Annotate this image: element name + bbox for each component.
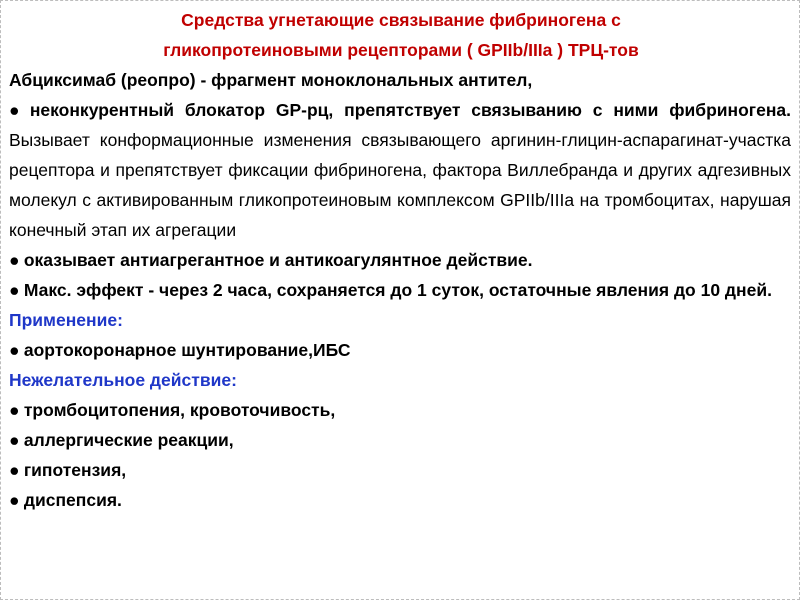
drug-effect: ● оказывает антиагрегантное и антикоагулянтное действие. (9, 245, 791, 275)
application-heading: Применение: (9, 310, 123, 330)
side-effect-item: ● аллергические реакции, (9, 425, 791, 455)
title-line-1: Средства угнетающие связывание фибриногена с (181, 10, 621, 30)
side-effects-heading: Нежелательное действие: (9, 370, 237, 390)
bullet-icon: ● (9, 460, 20, 480)
drug-max-effect: ● Макс. эффект - через 2 часа, сохраняется до 1 суток, остаточные явления до 10 дней. (9, 275, 791, 305)
side-effect-item: ● гипотензия, (9, 455, 791, 485)
bullet-icon: ● (9, 100, 20, 120)
bullet-icon: ● (9, 280, 20, 300)
bullet-icon: ● (9, 430, 20, 450)
bullet-icon: ● (9, 340, 20, 360)
slide-title (1, 5, 800, 65)
side-effect-item: ● тромбоцитопения, кровоточивость, (9, 395, 791, 425)
slide-content (9, 65, 791, 515)
application-item: ● аортокоронарное шунтирование,ИБС (9, 335, 791, 365)
drug-name: Абциксимаб (реопро) (9, 70, 196, 90)
side-effect-item: ● диспепсия. (9, 485, 791, 515)
drug-name-rest: - фрагмент моноклональных антител, (195, 70, 533, 90)
drug-mechanism-detail: Вызывает конформационные изменения связывающего аргинин-глицин-аспарагинат-участка рецептора и препятствует фиксации фибриногена, фактора Виллебранда и других адгезивных молекул с активированным гликопротеиновым комплексом GPIIb/IIIa на тромбоцитах, нарушая конечный этап их агрегации (9, 130, 791, 240)
bullet-icon: ● (9, 250, 20, 270)
drug-mechanism: неконкурентный блокатор GP-рц, препятствует связыванию с ними фибриногена. (19, 100, 791, 120)
bullet-icon: ● (9, 490, 20, 510)
title-line-2: гликопротеиновыми рецепторами ( GPIIb/IIIa ) ТРЦ-тов (163, 40, 639, 60)
drug-description (9, 95, 791, 245)
drug-intro (9, 65, 791, 95)
bullet-icon: ● (9, 400, 20, 420)
